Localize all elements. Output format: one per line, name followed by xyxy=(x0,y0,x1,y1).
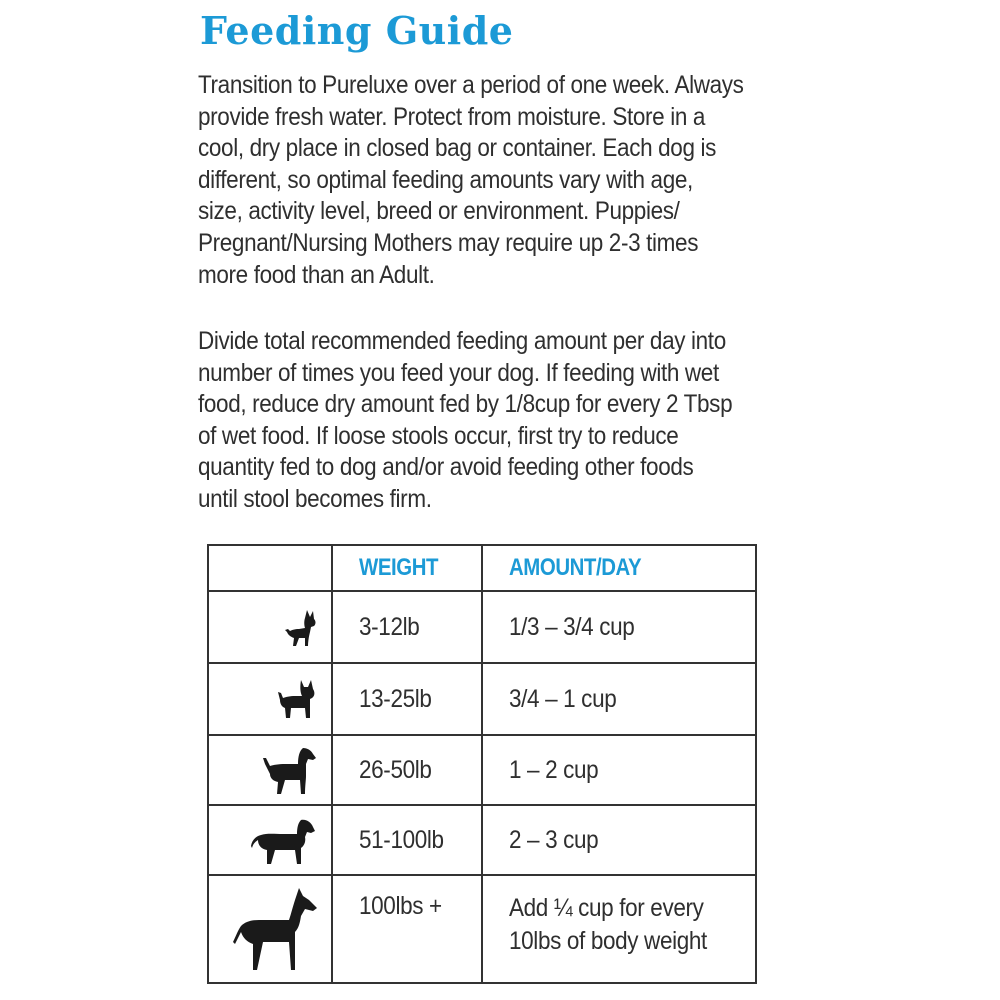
table-row xyxy=(208,591,756,663)
feeding-table xyxy=(207,544,757,984)
row-icon-cell xyxy=(208,663,332,735)
weight-cell: 26-50lb xyxy=(332,735,482,805)
row-icon-cell xyxy=(208,875,332,983)
paragraph-line: more food than an Adult. xyxy=(198,260,435,289)
giant-dog-icon xyxy=(233,886,319,972)
paragraph-line: Transition to Pureluxe over a period of one week. Always xyxy=(198,71,744,99)
feeding-table-container xyxy=(207,544,755,982)
amount-column-header: AMOUNT/DAY xyxy=(482,545,756,591)
paragraph-line: food, reduce dry amount fed by 1/8cup for every 2 Tbsp xyxy=(198,390,733,419)
amount-cell: 3/4 – 1 cup xyxy=(482,663,756,735)
amount-cell: 1 – 2 cup xyxy=(482,735,756,805)
row-icon-cell xyxy=(208,805,332,875)
amount-cell: 1/3 – 3/4 cup xyxy=(482,591,756,663)
paragraph-line: Pregnant/Nursing Mothers may require up 2-3 times xyxy=(198,228,699,257)
small-dog-icon xyxy=(275,678,317,722)
instructions-paragraph xyxy=(198,326,738,516)
table-row xyxy=(208,875,756,983)
table-row xyxy=(208,663,756,735)
weight-cell: 100lbs + xyxy=(332,875,482,983)
weight-cell: 51-100lb xyxy=(332,805,482,875)
paragraph-line: provide fresh water. Protect from moisture. Store in a xyxy=(198,102,706,131)
paragraph-line: size, activity level, breed or environment. Puppies/ xyxy=(198,197,680,226)
amount-cell: 2 – 3 cup xyxy=(482,805,756,875)
paragraph-line: of wet food. If loose stools occur, first try to reduce xyxy=(198,421,679,450)
paragraph-line: different, so optimal feeding amounts vary with age, xyxy=(198,165,693,194)
paragraph-line: until stool becomes firm. xyxy=(198,484,432,513)
table-header-row xyxy=(208,545,756,591)
weight-column-header: WEIGHT xyxy=(332,545,482,591)
paragraph-line: Divide total recommended feeding amount per day into xyxy=(198,327,726,355)
header-icon-cell xyxy=(208,545,332,591)
medium-dog-icon xyxy=(261,746,317,796)
large-dog-icon xyxy=(251,818,317,866)
paragraph-line: cool, dry place in closed bag or container. Each dog is xyxy=(198,134,717,163)
weight-cell: 3-12lb xyxy=(332,591,482,663)
page-title: Feeding Guide xyxy=(200,8,514,53)
intro-paragraph xyxy=(198,70,744,291)
table-row xyxy=(208,735,756,805)
weight-cell: 13-25lb xyxy=(332,663,482,735)
table-row xyxy=(208,805,756,875)
paragraph-line: quantity fed to dog and/or avoid feeding other foods xyxy=(198,453,694,482)
paragraph-line: number of times you feed your dog. If feeding with wet xyxy=(198,358,719,387)
row-icon-cell xyxy=(208,735,332,805)
amount-cell: Add ¼ cup for every 10lbs of body weight xyxy=(482,875,756,983)
row-icon-cell xyxy=(208,591,332,663)
toy-dog-icon xyxy=(283,608,319,648)
